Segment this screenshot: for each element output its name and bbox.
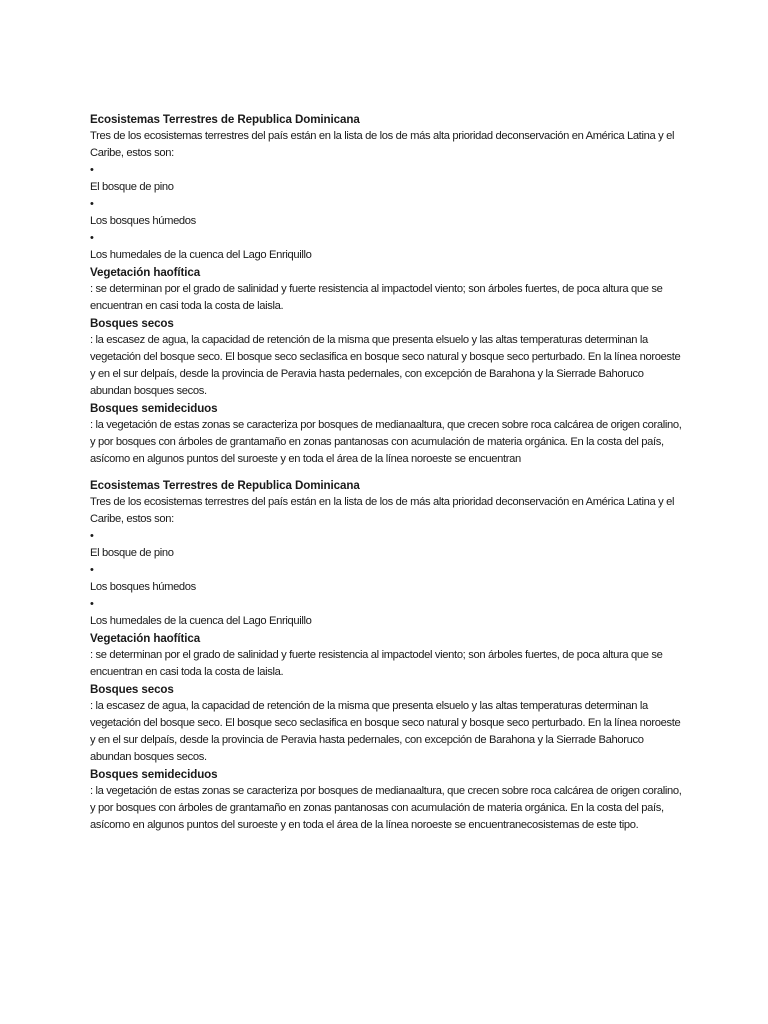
- list-item: Los humedales de la cuenca del Lago Enriquillo: [90, 249, 312, 261]
- bullet-icon: •: [90, 530, 94, 542]
- subheading-haofitica: Vegetación haofítica: [90, 632, 201, 645]
- subheading-haofitica: Vegetación haofítica: [90, 266, 201, 279]
- subheading-bosques-secos: Bosques secos: [90, 317, 174, 330]
- section-title: Ecosistemas Terrestres de Republica Dominicana: [90, 479, 360, 492]
- paragraph-bosques-secos: : la escasez de agua, la capacidad de retención de la misma que presenta elsuelo y las altas temperaturas determinan la vegetación del bosque seco. El bosque seco seclasifica en bosque seco natural y bosque seco perturbado. En la línea noroeste y en el sur delpaís, desde la provincia de Peravia hasta pedernales, con excepción de Barahona y la Sierrade Bahoruco abundan bosques secos.: [90, 700, 681, 763]
- subheading-bosques-semideciduos: Bosques semideciduos: [90, 402, 218, 415]
- document-body: [90, 111, 682, 834]
- intro-paragraph: Tres de los ecosistemas terrestres del país están en la lista de los de más alta prioridad deconservación en América Latina y el Caribe, estos son:: [90, 130, 675, 159]
- paragraph-haofitica: : se determinan por el grado de salinidad y fuerte resistencia al impactodel viento; son árboles fuertes, de poca altura que se encuentran en casi toda la costa de laisla.: [90, 283, 663, 312]
- bullet-icon: •: [90, 232, 94, 244]
- bullet-icon: •: [90, 564, 94, 576]
- list-item: Los bosques húmedos: [90, 215, 196, 227]
- intro-paragraph: Tres de los ecosistemas terrestres del país están en la lista de los de más alta prioridad deconservación en América Latina y el Caribe, estos son:: [90, 496, 675, 525]
- bullet-icon: •: [90, 198, 94, 210]
- paragraph-bosques-secos: : la escasez de agua, la capacidad de retención de la misma que presenta elsuelo y las altas temperaturas determinan la vegetación del bosque seco. El bosque seco seclasifica en bosque seco natural y bosque seco perturbado. En la línea noroeste y en el sur delpaís, desde la provincia de Peravia hasta pedernales, con excepción de Barahona y la Sierrade Bahoruco abundan bosques secos.: [90, 334, 681, 397]
- section-title: Ecosistemas Terrestres de Republica Dominicana: [90, 113, 360, 126]
- paragraph-haofitica: : se determinan por el grado de salinidad y fuerte resistencia al impactodel viento; son árboles fuertes, de poca altura que se encuentran en casi toda la costa de laisla.: [90, 649, 663, 678]
- list-item: Los humedales de la cuenca del Lago Enriquillo: [90, 615, 312, 627]
- list-item: El bosque de pino: [90, 547, 174, 559]
- paragraph-bosques-semideciduos: : la vegetación de estas zonas se caracteriza por bosques de medianaaltura, que crecen sobre roca calcárea de origen coralino, y por bosques con árboles de grantamaño en zonas pantanosas con acumulación de materia orgánica. En la costa del país, asícomo en algunos puntos del suroeste y en toda el área de la línea noroeste se encuentran: [90, 419, 682, 465]
- section-1: [90, 111, 682, 468]
- list-item: El bosque de pino: [90, 181, 174, 193]
- paragraph-bosques-semideciduos: : la vegetación de estas zonas se caracteriza por bosques de medianaaltura, que crecen sobre roca calcárea de origen coralino, y por bosques con árboles de grantamaño en zonas pantanosas con acumulación de materia orgánica. En la costa del país, asícomo en algunos puntos del suroeste y en toda el área de la línea noroeste se encuentranecosistemas de este tipo.: [90, 785, 682, 831]
- bullet-icon: •: [90, 598, 94, 610]
- list-item: Los bosques húmedos: [90, 581, 196, 593]
- subheading-bosques-secos: Bosques secos: [90, 683, 174, 696]
- bullet-icon: •: [90, 164, 94, 176]
- subheading-bosques-semideciduos: Bosques semideciduos: [90, 768, 218, 781]
- section-2: [90, 477, 682, 834]
